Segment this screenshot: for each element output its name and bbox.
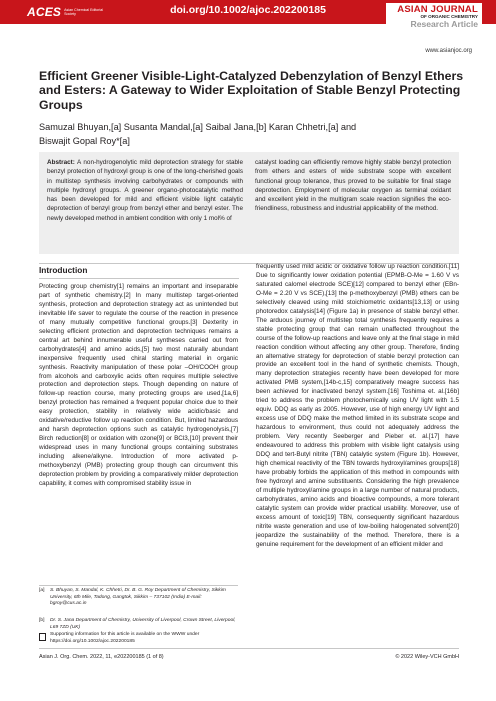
copyright-footer: © 2022 Wiley-VCH GmbH [395,654,459,660]
authors-line-2: Biswajit Gopal Roy*[a] [39,136,130,146]
journal-website[interactable]: www.asianjoc.org [425,48,472,54]
abstract-text-left: A non-hydrogenolytic mild deprotection strategy for stable benzyl protection of hydroxyl group is one of the long-cherished goals in multistep synthesis involving carbohydrates or compounds with multiple hydroxyl groups. A greener organo-photocatalytic method has been developed for mild and efficient visible light catalytic deprotection of benzyl group from benzyl ether and benzyl ester. The newly developed method in ambient condition with only 1 mol% of [47,159,243,222]
citation-footer: Asian J. Org. Chem. 2022, 11, e202200185 (1 of 8) [39,654,164,660]
article-type: Research Article [410,19,478,29]
footnote-tag-a: [a] [39,588,45,593]
journal-logo [386,3,482,41]
document-icon [39,633,46,641]
footnote-tag-b: [b] [39,618,45,623]
journal-subtitle: OF ORGANIC CHEMISTRY [420,14,478,19]
section-heading-introduction: Introduction [39,265,88,275]
journal-name: ASIAN JOURNAL [397,4,478,15]
author-list [39,120,464,148]
aces-logo-subtitle: Asian Chemical Editorial Society [64,7,104,16]
footnote-text-a: S. Bhuyan, S. Mandal, K. Chhetri, Dr. B. G. Roy Department of Chemistry, Sikkim University, 6th Mile, Tadong, Gangtok, Sikkim – 737102 (India) E-mail: bgroy@cus.ac.in [50,588,226,606]
body-column-left: Protecting group chemistry[1] remains an important and inseparable part of synthetic chemistry.[2] In many multistep target-oriented synthesis, protection and deprotection strategy act as unintended but inevitable life saver to regulate the course of the reaction in presence of many mutually competitive functional groups.[3] Dexterity in selecting efficient protection and deprotection techniques remains a central art behind innumerable useful syntheses carried out from carbohydrates[4] and amino acids,[5] two most naturally abundant inexpensive frequently used chiral starting material in organic synthesis. Reactivity manipulation of these polar –OH/COOH group from alcohols and carboxylic acids often requires multiple selective protection and deprotection steps. Though depending on nature of follow-up reaction course, many protecting groups are used,[1a,6] benzyl protection has remained a frequent popular choice due to their easy protection, stability in relatively wide acidic/basic and oxidative/reductive follow up reaction condition. But, limited hazardous and harsh deprotection options such as catalytic hydrogenolysis,[7] Birch reduction[8] or oxidation with ozone[9] or BCl3,[10] prevent their widespread uses in many functional groups containing substrates including alkene/alkyne. Introduction of more activated p-methoxybenzyl (PMB) protecting group though can circumvent this deprotection problem by providing a comparatively milder deprotection capability, it comes with compromised stability issue in [39,283,238,487]
abstract-label: Abstract: [47,159,75,166]
article-title: Efficient Greener Visible-Light-Catalyzed Debenzylation of Benzyl Ethers and Esters: A Gateway to Wider Exploitation of Stable Benzyl Protecting Groups [39,69,464,112]
footer-divider [39,648,459,649]
abstract-column-left [47,158,243,223]
section-heading-underline [39,278,239,279]
supporting-info-text[interactable]: Supporting information for this article is available on the WWW under https://doi.org/10.1002/ajoc.202200185 [50,632,200,644]
footnote-text-b: Dr. S. Jana Department of Chemistry, University of Liverpool, Crown Street, Liverpool, L69 7ZD (UK) [50,618,236,630]
footnote-affiliation-b [39,618,238,630]
authors-line-1: Samuzal Bhuyan,[a] Susanta Mandal,[a] Saibal Jana,[b] Karan Chhetri,[a] and [39,122,357,132]
footnote-affiliation-a [39,588,238,606]
page-header [0,0,496,42]
abstract-column-right: catalyst loading can efficiently remove highly stable benzyl protection from ethers and esters of wide substrate scope with excellent functional group tolerance, thus proved to be suitable for final stage deprotection. Employment of molecular oxygen as terminal oxidant and excellent yield in the multigram scale reaction signifies the eco-friendliness, robustness and industrial applicability of the method. [255,159,451,213]
body-column-right: frequently used mild acidic or oxidative follow up reaction condition.[11] Due to significantly lower oxidation potential (EPMB-O-Me = 1.60 V vs saturated calomel electrode SCE)[12] compared to benzyl ether (EBn-O-Me = 2.20 V vs SCE),[13] the p-methoxybenzyl (PMB) ethers can be selectively cleaved using mild stoichiometric oxidants[13,13] or using photoredox catalysis[14] (Figure 1a) in presence of stable benzyl ether. The arduous journey of multistep total synthesis frequently requires a stable protecting group that can remain unaffected throughout the course of the follow-up reactions and leave only at the final stage in mild reaction condition without affecting any other group. Therefore, finding an alternative strategy for deprotection of stable benzyl protection can provide an excellent tool in the hand of synthetic chemists. Though, many deprotection strategies recently have been developed for more activated PMB system,[14b-c,15] comparatively meagre success has been achieved for inactivated benzyl system.[16] Toshima et. al.[16b] tried to address the problem photochemically using UV light with 1.5 equiv. DDQ as early as 2005. However, use of high energy UV light and excess use of DDQ make the method limited in its substrate scope and hazardous to environment, thus could not adequately address the problem. Very recently Seeberger and Pieber et. al.[17] have endeavoured to address this problem with visible light catalysis using DDQ and tert-Butyl nitrite (TBN) catalytic system (Figure 1b). However, high chemical reactivity of the TBN towards hydroxyl/amines groups[18] have probably forbids the application of this method in compounds with free hydroxyl and amine substituents. Considering the high prevalence of multiple hydroxyl/amine groups in a large number of natural products, carbohydrates, amino acids and bioactive compounds, a more tolerant catalytic system can provide wider practical usability. Moreover, use of excess amount of toxic[19] TBN, consequently significant hazardous nitrite waste generation and use of low-boiling halogenated solvent[20] jeopardize the sustainability of the method. Therefore, there is a genuine requirement for the development of an efficient milder and [256,263,459,548]
aces-logo-text: ACES [27,5,62,19]
abstract-box [39,152,459,254]
doi-link[interactable]: doi.org/10.1002/ajoc.202200185 [170,4,326,16]
footnote-divider [39,585,238,586]
